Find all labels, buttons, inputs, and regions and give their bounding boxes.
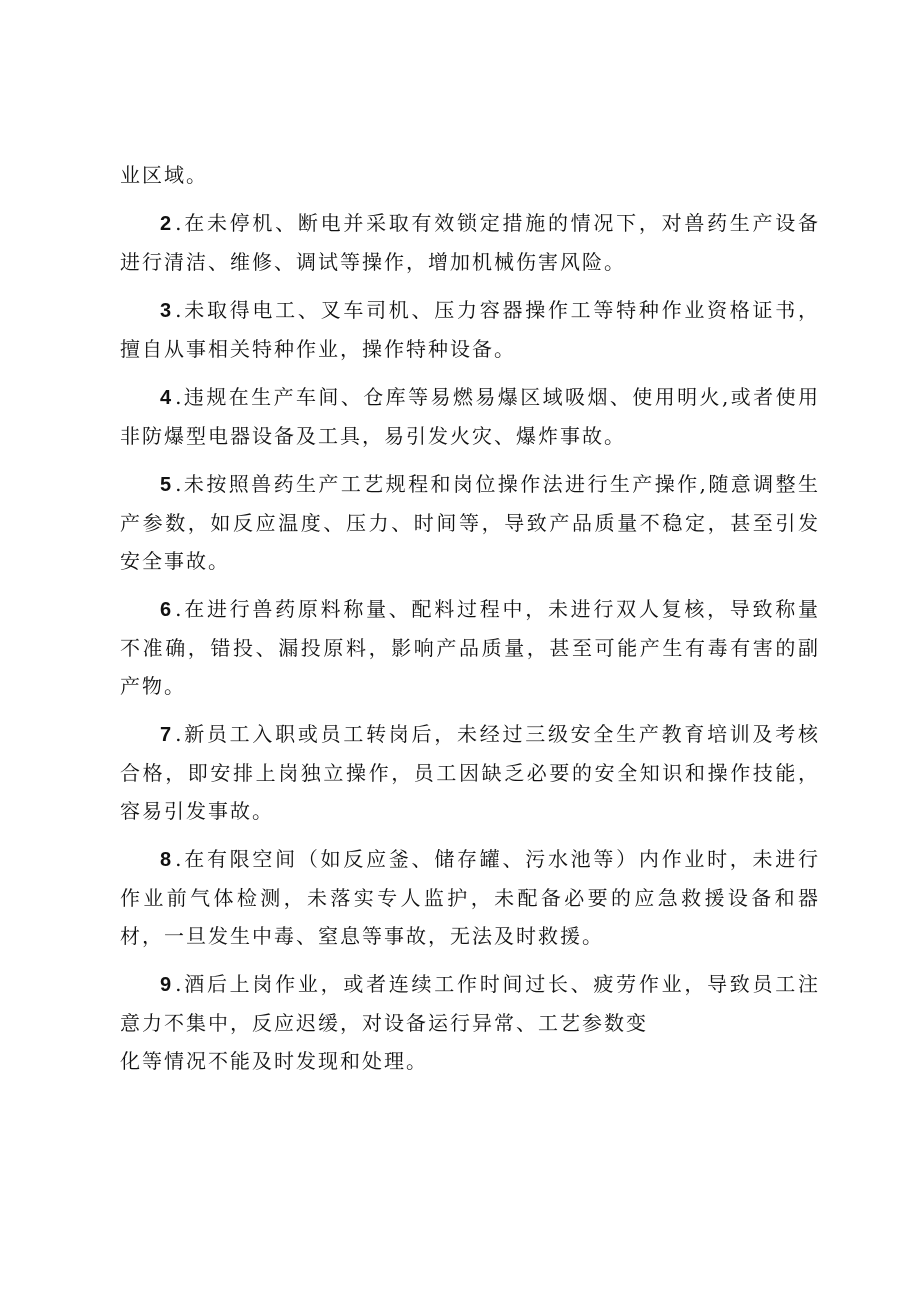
item-text: .未按照兽药生产工艺规程和岗位操作法进行生产操作,随意调整生产参数，如反应温度、压力、时间等，导致产品质量不稳定，甚至引发安全事故。: [120, 472, 820, 573]
list-item-4: [120, 378, 820, 455]
paragraph-continuation: [120, 156, 820, 194]
list-item-5: [120, 465, 820, 580]
item-text: .未取得电工、叉车司机、压力容器操作工等特种作业资格证书，擅自从事相关特种作业，操作特种设备。: [120, 298, 820, 361]
item-text: .新员工入职或员工转岗后，未经过三级安全生产教育培训及考核合格，即安排上岗独立操作，员工因缺乏必要的安全知识和操作技能，容易引发事故。: [120, 722, 820, 823]
item-number: 7: [160, 724, 172, 746]
item-text: .在有限空间（如反应釜、储存罐、污水池等）内作业时，未进行作业前气体检测，未落实专人监护，未配备必要的应急救援设备和器材，一旦发生中毒、窒息等事故，无法及时救援。: [120, 847, 820, 948]
item-text-line1: .酒后上岗作业，或者连续工作时间过长、疲劳作业，导致员工注意力不集中，反应迟缓，对设备运行异常、工艺参数变: [120, 972, 820, 1035]
document-body: [120, 156, 820, 1090]
item-number: 8: [160, 849, 172, 871]
item-number: 4: [160, 387, 172, 409]
list-item-7: [120, 715, 820, 830]
paragraph-text: 业区域。: [120, 163, 208, 187]
list-item-8: [120, 840, 820, 955]
item-number: 5: [160, 474, 172, 496]
item-number: 2: [160, 213, 172, 235]
item-text: .在进行兽药原料称量、配料过程中，未进行双人复核，导致称量不准确，错投、漏投原料，影响产品质量，甚至可能产生有毒有害的副产物。: [120, 597, 820, 698]
list-item-9: [120, 965, 820, 1080]
item-number: 3: [160, 300, 172, 322]
item-text: .在未停机、断电并采取有效锁定措施的情况下，对兽药生产设备进行清洁、维修、调试等操作，增加机械伤害风险。: [120, 211, 820, 274]
item-number: 6: [160, 599, 172, 621]
list-item-3: [120, 291, 820, 368]
list-item-2: [120, 204, 820, 281]
item-text-line2: 化等情况不能及时发现和处理。: [120, 1049, 428, 1073]
item-text: .违规在生产车间、仓库等易燃易爆区域吸烟、使用明火,或者使用非防爆型电器设备及工具，易引发火灾、爆炸事故。: [120, 385, 820, 448]
item-number: 9: [160, 974, 172, 996]
list-item-6: [120, 590, 820, 705]
